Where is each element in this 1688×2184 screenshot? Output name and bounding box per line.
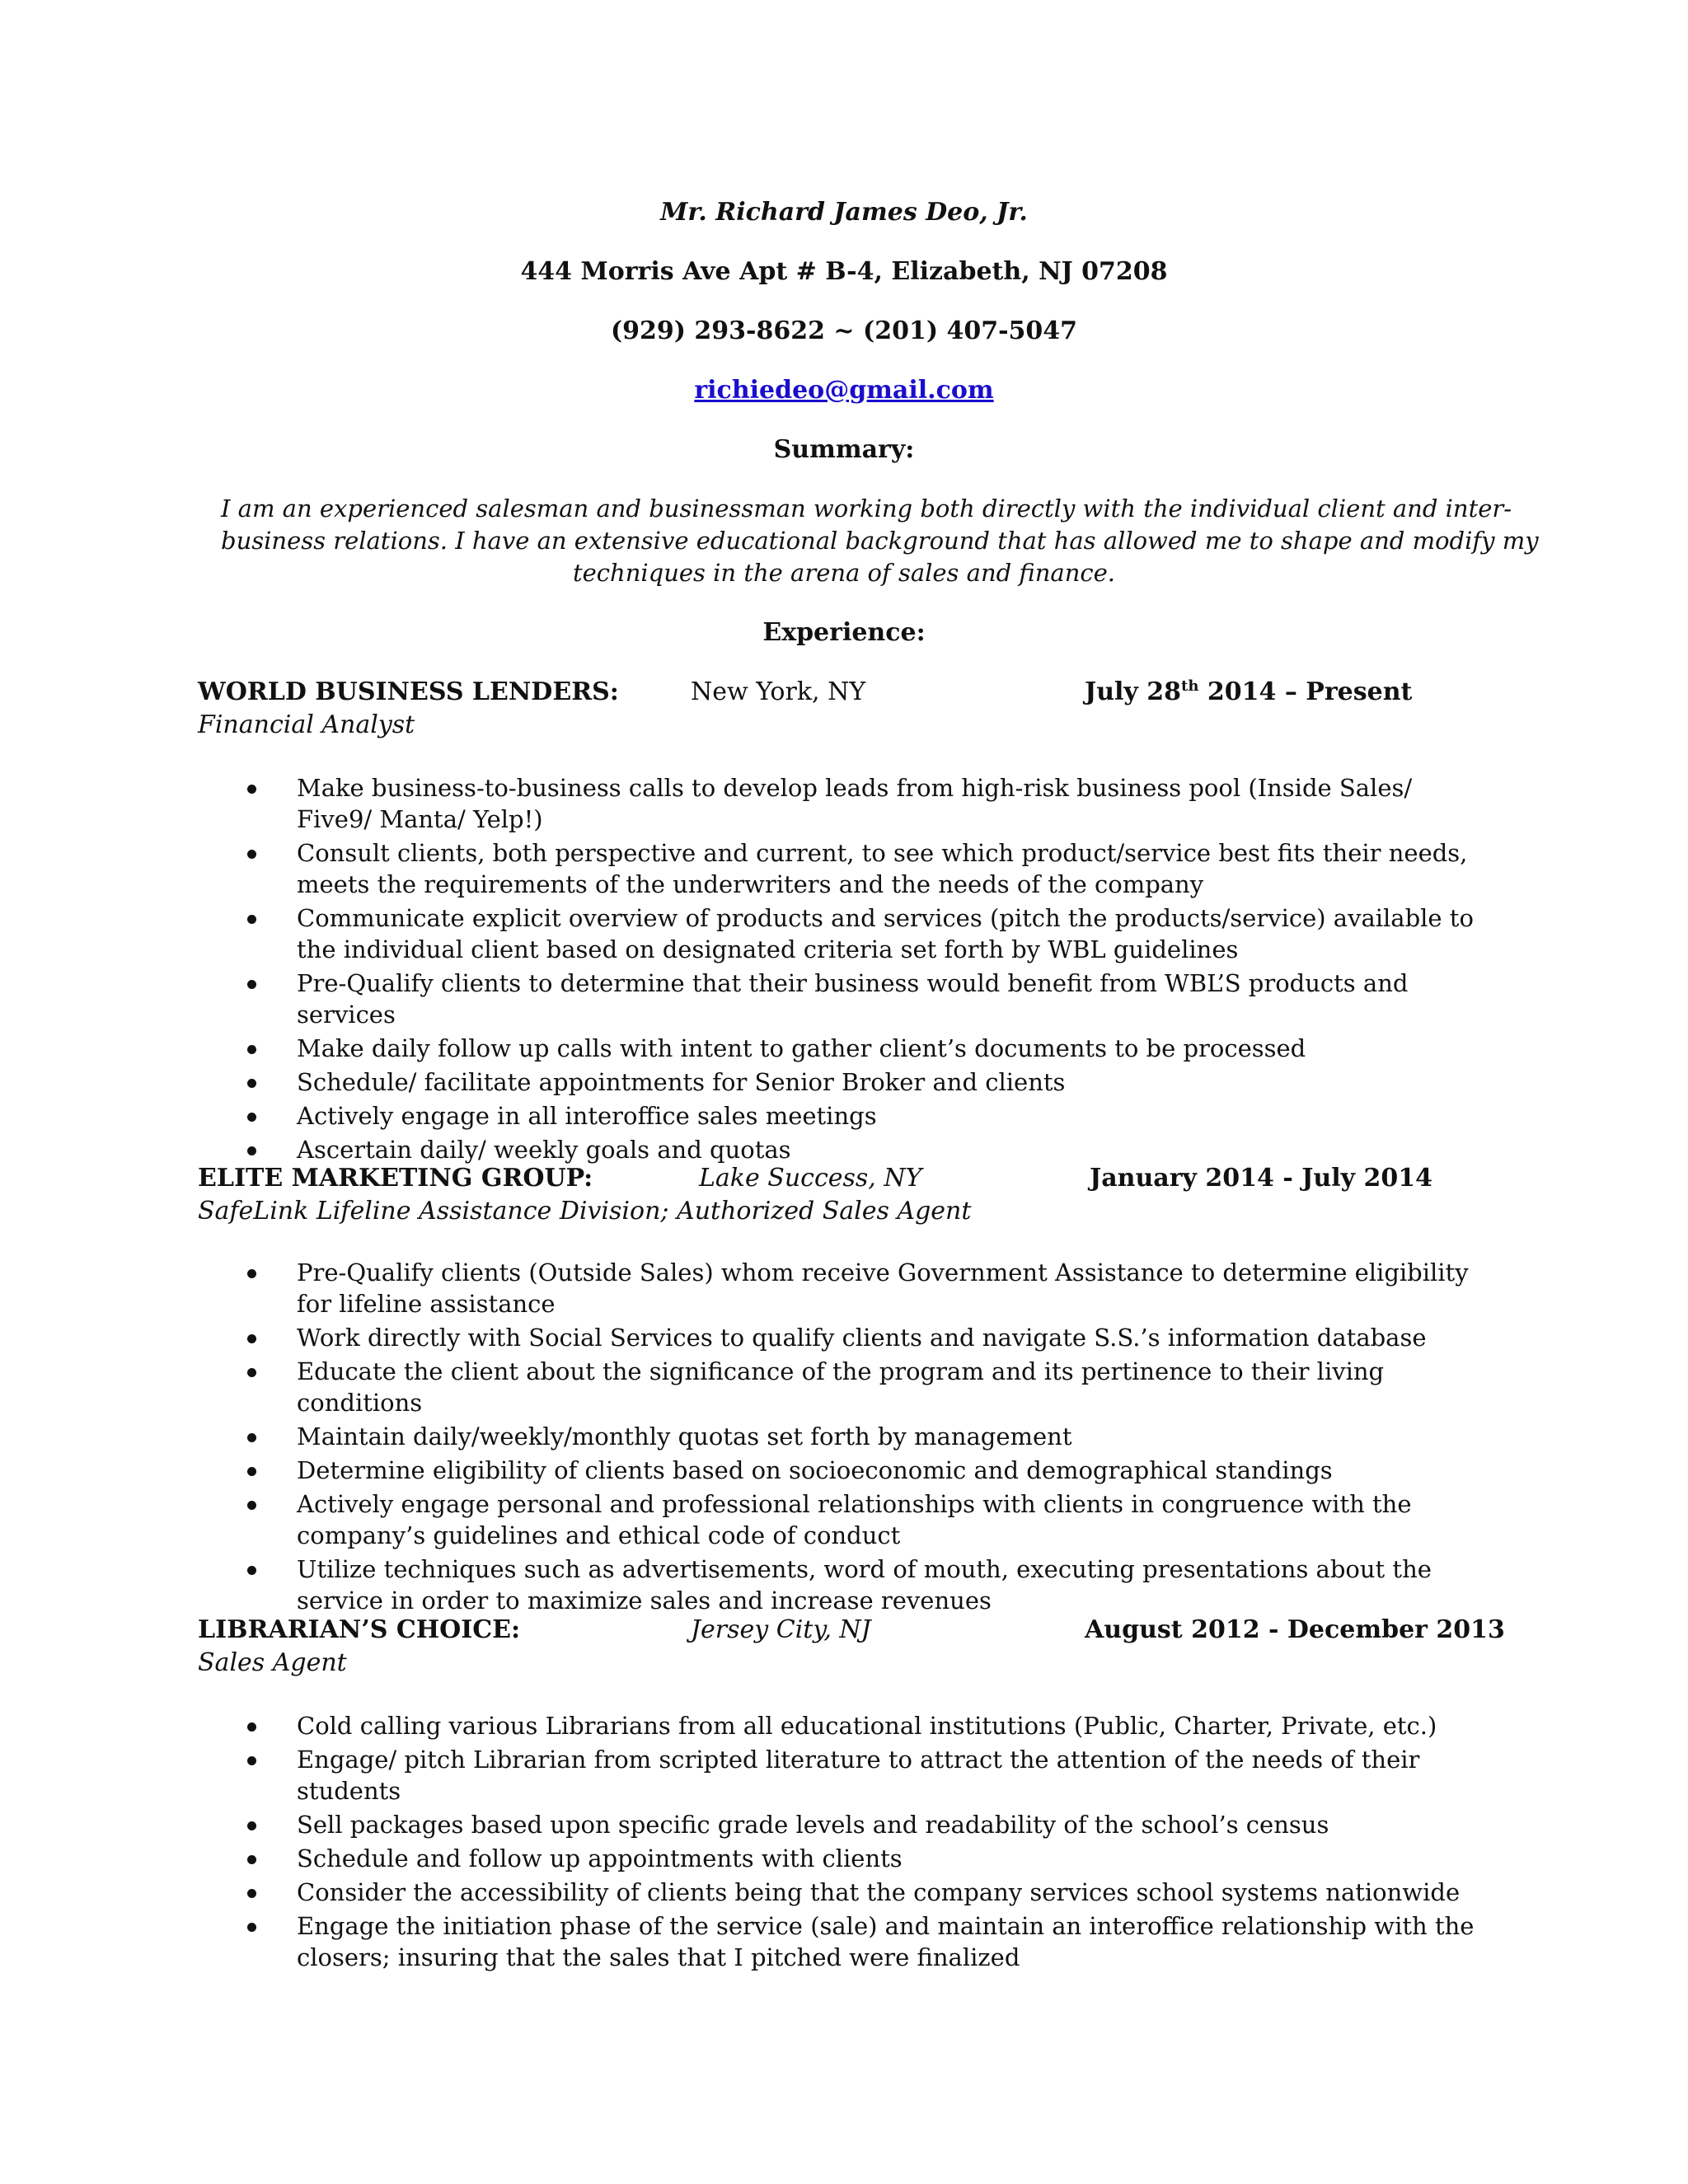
list-item: Make business-to-business calls to develop leads from high-risk business pool (Inside Sales/ Five9/ Manta/ Yelp!) [198,772,1492,835]
job-dates: July 28th 2014 – Present [1085,677,1413,706]
summary-heading: Summary: [773,435,915,464]
summary-text [221,493,1539,589]
company-name: LIBRARIAN’S CHOICE: [198,1615,521,1644]
job-header [0,676,1688,709]
summary-line: I am an experienced salesman and businessman working both directly with the individual client and inter- [221,494,1512,523]
list-item: Pre-Qualify clients (Outside Sales) whom receive Government Assistance to determine eligibility for lifeline assistance [198,1257,1492,1319]
job-header [0,1162,1688,1195]
job-dates: January 2014 - July 2014 [1090,1164,1432,1193]
list-item: Ascertain daily/ weekly goals and quotas [198,1134,1492,1165]
job-duties [198,772,1492,1168]
candidate-name: Mr. Richard James Deo, Jr. [660,198,1028,227]
company-name: ELITE MARKETING GROUP: [198,1164,593,1193]
list-item: Cold calling various Librarians from all educational institutions (Public, Charter, Private, etc.) [198,1710,1492,1741]
job-location: New York, NY [691,677,866,706]
list-item: Consult clients, both perspective and current, to see which product/service best fits their needs, meets the requirements of the underwriters and the needs of the company [198,837,1492,900]
phone-numbers: (929) 293-8622 ~ (201) 407-5047 [610,316,1078,345]
list-item: Determine eligibility of clients based on socioeconomic and demographical standings [198,1455,1492,1486]
list-item: Educate the client about the significance of the program and its pertinence to their living conditions [198,1356,1492,1418]
list-item: Sell packages based upon specific grade levels and readability of the school’s census [198,1809,1492,1840]
list-item: Work directly with Social Services to qualify clients and navigate S.S.’s information database [198,1322,1492,1353]
job-role: Financial Analyst [198,710,415,739]
list-item: Make daily follow up calls with intent to gather client’s documents to be processed [198,1033,1492,1064]
summary-line: business relations. I have an extensive educational background that has allowed me to shape and modify my [221,527,1539,555]
email-row [0,374,1688,407]
job-duties [198,1257,1492,1619]
experience-heading: Experience: [762,618,926,647]
summary-line: techniques in the arena of sales and finance. [572,559,1116,587]
list-item: Engage the initiation phase of the service (sale) and maintain an interoffice relationship with the closers; insuring that the sales that I pitched were finalized [198,1910,1492,1973]
list-item: Actively engage personal and professional relationships with clients in congruence with the company’s guidelines and ethical code of conduct [198,1488,1492,1551]
email-link[interactable]: richiedeo@gmail.com [694,376,994,405]
job-location: Lake Success, NY [699,1164,922,1193]
list-item: Schedule and follow up appointments with clients [198,1843,1492,1874]
list-item: Pre-Qualify clients to determine that their business would benefit from WBL’S products and services [198,968,1492,1030]
list-item: Communicate explicit overview of products and services (pitch the products/service) available to the individual client based on designated criteria set forth by WBL guidelines [198,902,1492,965]
job-role: SafeLink Lifeline Assistance Division; Authorized Sales Agent [198,1197,972,1226]
list-item: Maintain daily/weekly/monthly quotas set forth by management [198,1421,1492,1452]
list-item: Utilize techniques such as advertisements, word of mouth, executing presentations about the service in order to maximize sales and increase revenues [198,1554,1492,1616]
job-location: Jersey City, NJ [691,1615,871,1644]
job-role: Sales Agent [198,1648,347,1677]
list-item: Engage/ pitch Librarian from scripted literature to attract the attention of the needs of their students [198,1744,1492,1807]
job-dates: August 2012 - December 2013 [1085,1615,1505,1644]
address: 444 Morris Ave Apt # B-4, Elizabeth, NJ 07208 [520,257,1168,286]
list-item: Actively engage in all interoffice sales meetings [198,1100,1492,1132]
job-duties [198,1710,1492,1975]
list-item: Consider the accessibility of clients being that the company services school systems nationwide [198,1877,1492,1908]
job-header [0,1614,1688,1647]
company-name: WORLD BUSINESS LENDERS: [198,677,619,706]
list-item: Schedule/ facilitate appointments for Senior Broker and clients [198,1066,1492,1098]
